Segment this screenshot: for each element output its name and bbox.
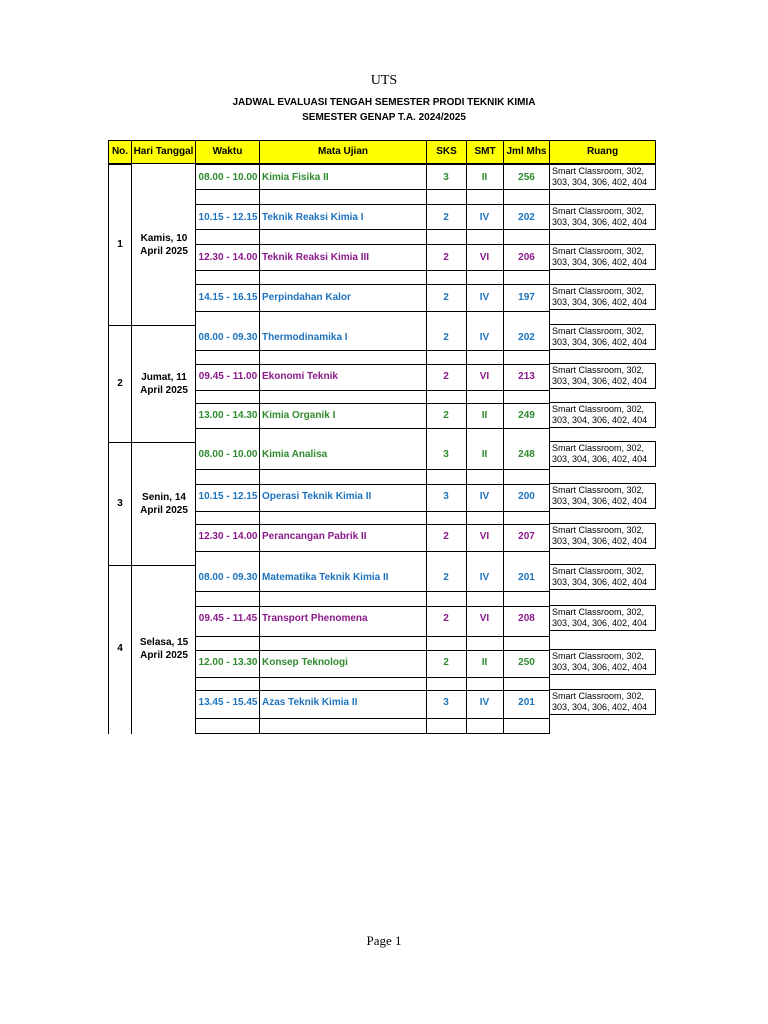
exam-subject: Teknik Reaksi Kimia III xyxy=(262,251,370,263)
exam-subject: Perancangan Pabrik II xyxy=(262,530,367,542)
exam-room: Smart Classroom, 302, 303, 304, 306, 402, 404 xyxy=(549,363,656,389)
exam-sks: 3 xyxy=(443,696,449,708)
grid-hline xyxy=(108,164,132,165)
col-header-ruang: Ruang xyxy=(549,140,656,164)
grid-vline xyxy=(259,164,260,734)
grid-hline xyxy=(108,325,132,326)
exam-semester: IV xyxy=(479,571,490,583)
day-date: Senin, 14 April 2025 xyxy=(140,491,188,516)
grid-hline xyxy=(195,733,550,734)
exam-room: Smart Classroom, 302, 303, 304, 306, 402, 404 xyxy=(549,523,656,549)
grid-hline xyxy=(195,311,550,312)
grid-vline xyxy=(195,164,196,734)
exam-room: Smart Classroom, 302, 303, 304, 306, 402, 404 xyxy=(549,689,656,715)
exam-time: 08.00 - 09.30 xyxy=(198,571,258,583)
exam-sks: 2 xyxy=(443,409,449,421)
exam-student-count: 201 xyxy=(518,696,535,708)
exam-time: 09.45 - 11.45 xyxy=(198,612,258,624)
exam-sks: 2 xyxy=(443,331,449,343)
col-header-no: No. xyxy=(108,140,132,164)
exam-room: Smart Classroom, 302, 303, 304, 306, 402, 404 xyxy=(549,402,656,428)
exam-semester: IV xyxy=(479,490,490,502)
day-number: 1 xyxy=(117,238,123,250)
day-date: Kamis, 10 April 2025 xyxy=(140,232,188,257)
exam-sks: 2 xyxy=(443,656,449,668)
exam-subject: Matematika Teknik Kimia II xyxy=(262,571,389,583)
exam-room: Smart Classroom, 302, 303, 304, 306, 402, 404 xyxy=(549,244,656,270)
exam-semester: VI xyxy=(479,612,490,624)
exam-subject: Kimia Fisika II xyxy=(262,171,329,183)
exam-subject: Operasi Teknik Kimia II xyxy=(262,490,372,502)
day-number: 3 xyxy=(117,497,123,509)
grid-hline xyxy=(195,428,550,429)
exam-room: Smart Classroom, 302, 303, 304, 306, 402, 404 xyxy=(549,441,656,467)
exam-student-count: 208 xyxy=(518,612,535,624)
grid-hline xyxy=(108,442,132,443)
col-header-sks: SKS xyxy=(426,140,467,164)
exam-student-count: 200 xyxy=(518,490,535,502)
grid-hline xyxy=(195,677,550,678)
exam-semester: VI xyxy=(479,251,490,263)
exam-room: Smart Classroom, 302, 303, 304, 306, 402, 404 xyxy=(549,164,656,190)
grid-hline xyxy=(108,565,132,566)
exam-subject: Kimia Organik I xyxy=(262,409,336,421)
exam-subject: Thermodinamika I xyxy=(262,331,348,343)
exam-time: 08.00 - 09.30 xyxy=(198,331,258,343)
exam-time: 09.45 - 11.00 xyxy=(198,370,258,382)
exam-room: Smart Classroom, 302, 303, 304, 306, 402, 404 xyxy=(549,649,656,675)
exam-student-count: 202 xyxy=(518,211,535,223)
exam-sks: 3 xyxy=(443,448,449,460)
grid-hline xyxy=(195,636,550,637)
grid-hline xyxy=(195,469,550,470)
exam-subject: Teknik Reaksi Kimia I xyxy=(262,211,364,223)
schedule-subtitle: SEMESTER GENAP T.A. 2024/2025 xyxy=(302,112,466,123)
exam-time: 08.00 - 10.00 xyxy=(198,448,258,460)
exam-student-count: 202 xyxy=(518,331,535,343)
exam-semester: II xyxy=(481,448,488,460)
grid-hline xyxy=(131,325,196,326)
day-date: Jumat, 11 April 2025 xyxy=(140,371,188,396)
exam-time: 13.45 - 15.45 xyxy=(198,696,258,708)
grid-hline xyxy=(195,189,550,190)
grid-hline xyxy=(195,718,550,719)
exam-subject: Azas Teknik Kimia II xyxy=(262,696,358,708)
col-header-waktu: Waktu xyxy=(195,140,260,164)
exam-room: Smart Classroom, 302, 303, 304, 306, 402, 404 xyxy=(549,204,656,230)
exam-semester: IV xyxy=(479,291,490,303)
exam-room: Smart Classroom, 302, 303, 304, 306, 402, 404 xyxy=(549,483,656,509)
grid-hline xyxy=(195,591,550,592)
exam-time: 10.15 - 12.15 xyxy=(198,211,258,223)
schedule-title: JADWAL EVALUASI TENGAH SEMESTER PRODI TEKNIK KIMIA xyxy=(232,97,536,108)
exam-room: Smart Classroom, 302, 303, 304, 306, 402, 404 xyxy=(549,324,656,350)
exam-time: 14.15 - 16.15 xyxy=(198,291,258,303)
exam-semester: IV xyxy=(479,211,490,223)
exam-sks: 3 xyxy=(443,171,449,183)
day-date: Selasa, 15 April 2025 xyxy=(139,637,189,661)
exam-student-count: 248 xyxy=(518,448,535,460)
exam-subject: Ekonomi Teknik xyxy=(262,370,338,382)
exam-semester: VI xyxy=(479,530,490,542)
exam-subject: Transport Phenomena xyxy=(262,612,368,624)
grid-hline xyxy=(195,390,550,391)
day-number: 4 xyxy=(117,643,123,654)
exam-sks: 2 xyxy=(443,251,449,263)
exam-room: Smart Classroom, 302, 303, 304, 306, 402, 404 xyxy=(549,284,656,310)
exam-subject: Kimia Analisa xyxy=(262,448,328,460)
exam-sks: 2 xyxy=(443,211,449,223)
exam-time: 10.15 - 12.15 xyxy=(198,490,258,502)
exam-student-count: 197 xyxy=(518,291,535,303)
exam-time: 12.00 - 13.30 xyxy=(198,656,258,668)
exam-semester: II xyxy=(481,656,488,668)
grid-hline xyxy=(195,350,550,351)
col-header-mata: Mata Ujian xyxy=(259,140,427,164)
exam-subject: Perpindahan Kalor xyxy=(262,291,351,303)
exam-semester: II xyxy=(481,171,488,183)
grid-hline xyxy=(131,442,196,443)
exam-time: 08.00 - 10.00 xyxy=(198,171,258,183)
exam-subject: Konsep Teknologi xyxy=(262,656,348,668)
exam-sks: 2 xyxy=(443,571,449,583)
exam-semester: IV xyxy=(479,331,490,343)
exam-student-count: 250 xyxy=(518,656,535,668)
grid-hline xyxy=(195,229,550,230)
exam-time: 13.00 - 14.30 xyxy=(198,409,258,421)
exam-student-count: 256 xyxy=(518,171,535,183)
exam-sks: 2 xyxy=(443,291,449,303)
exam-sks: 2 xyxy=(443,370,449,382)
exam-student-count: 213 xyxy=(518,370,535,382)
exam-room: Smart Classroom, 302, 303, 304, 306, 402, 404 xyxy=(549,564,656,590)
uts-label: UTS xyxy=(370,73,398,88)
grid-hline xyxy=(131,565,196,566)
exam-time: 12.30 - 14.00 xyxy=(198,251,258,263)
exam-time: 12.30 - 14.00 xyxy=(198,530,258,542)
exam-student-count: 249 xyxy=(518,409,535,421)
exam-sks: 2 xyxy=(443,612,449,624)
exam-semester: IV xyxy=(479,696,490,708)
exam-student-count: 206 xyxy=(518,251,535,263)
page-number: Page 1 xyxy=(366,933,402,948)
exam-semester: VI xyxy=(479,370,490,382)
day-number: 2 xyxy=(117,377,123,389)
exam-room: Smart Classroom, 302, 303, 304, 306, 402, 404 xyxy=(549,605,656,631)
grid-hline xyxy=(195,270,550,271)
col-header-jml: Jml Mhs xyxy=(503,140,550,164)
grid-vline xyxy=(131,164,132,734)
exam-student-count: 201 xyxy=(518,571,535,583)
exam-student-count: 207 xyxy=(518,530,535,542)
exam-semester: II xyxy=(481,409,488,421)
col-header-hari: Hari Tanggal xyxy=(131,140,196,164)
grid-hline xyxy=(195,511,550,512)
grid-hline xyxy=(195,551,550,552)
exam-sks: 2 xyxy=(443,530,449,542)
exam-sks: 3 xyxy=(443,490,449,502)
col-header-smt: SMT xyxy=(466,140,504,164)
